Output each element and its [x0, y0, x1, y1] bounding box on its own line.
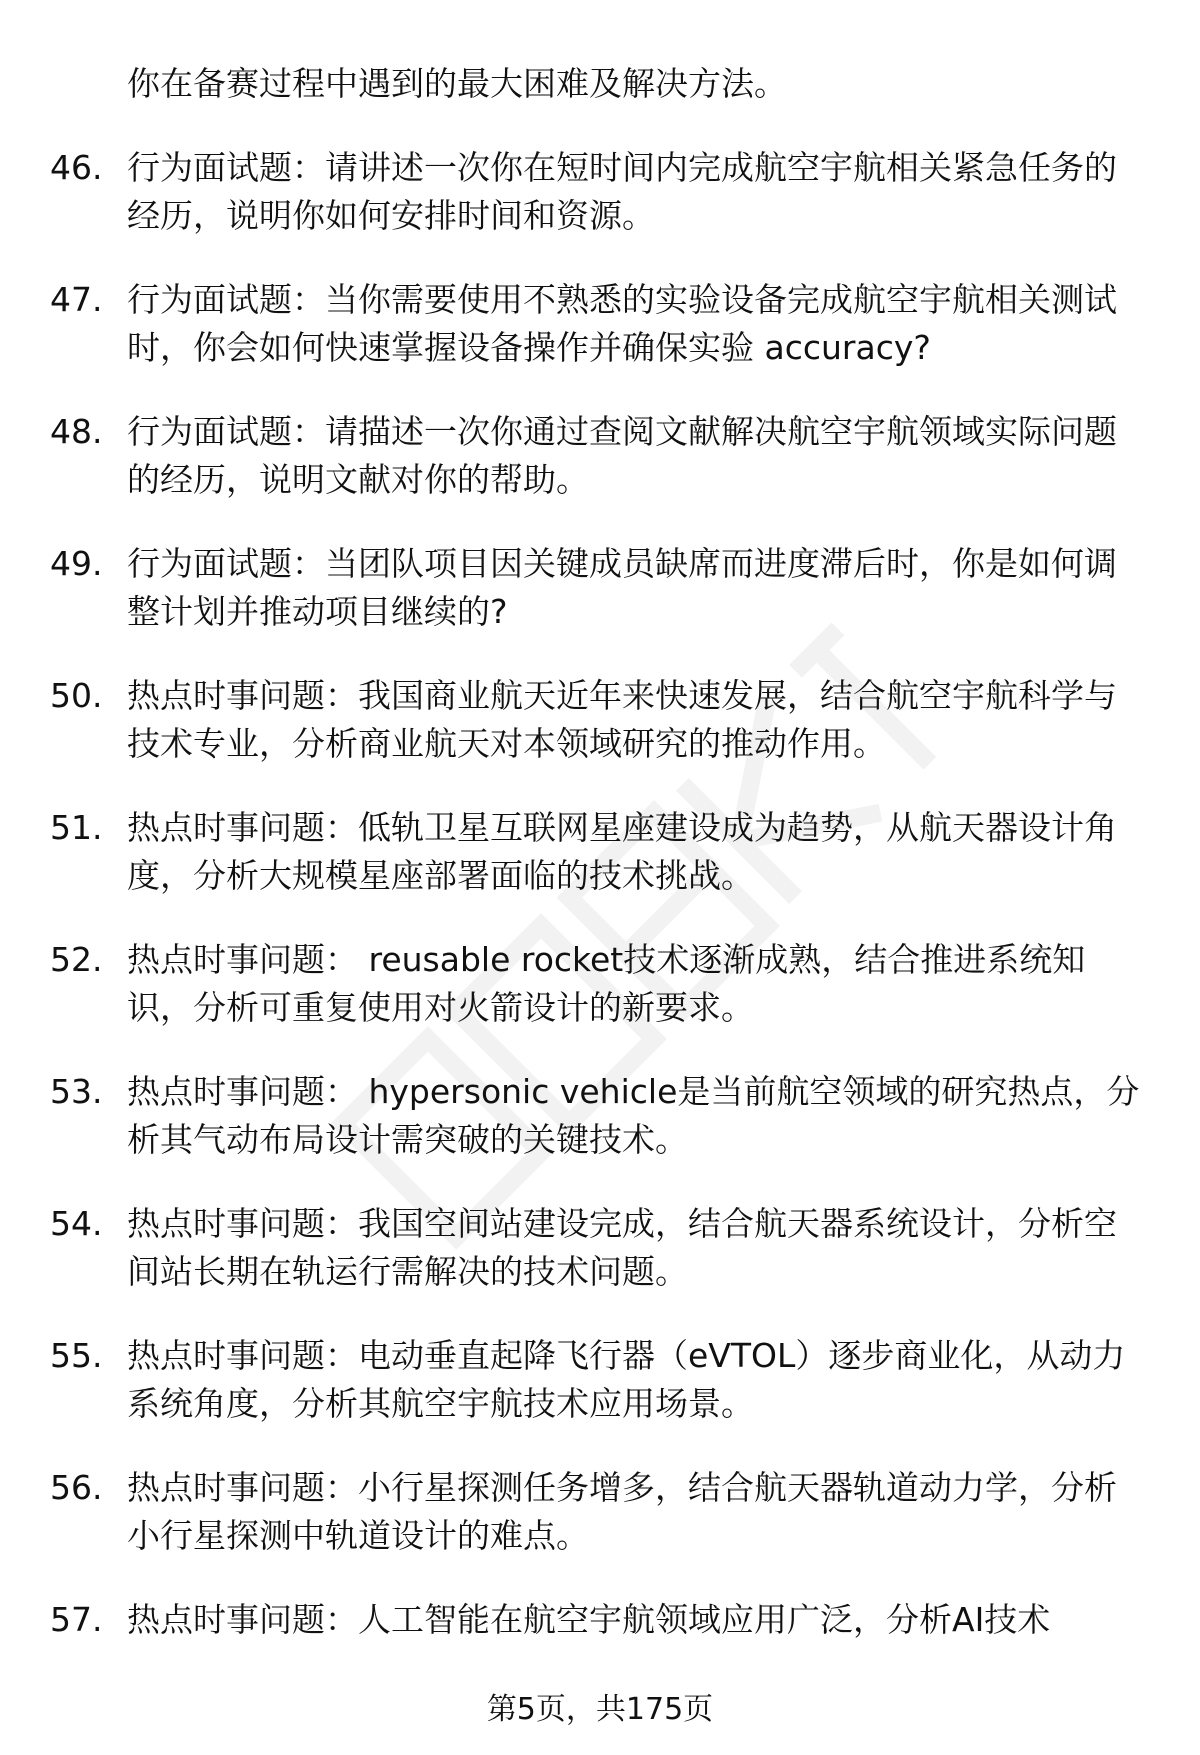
question-list	[0, 144, 1200, 1728]
question-item	[0, 1464, 1200, 1596]
question-item	[0, 276, 1200, 408]
question-text: 热点时事问题： reusable rocket技术逐渐成熟，结合推进系统知识，分析可重复使用对火箭设计的新要求。	[127, 940, 1086, 1027]
question-item	[0, 144, 1200, 276]
question-item	[0, 1068, 1200, 1200]
question-text: 热点时事问题： hypersonic vehicle是当前航空领域的研究热点，分析其气动布局设计需突破的关键技术。	[127, 1072, 1140, 1159]
question-item	[0, 1332, 1200, 1464]
question-number: 54.	[50, 1204, 103, 1243]
question-item	[0, 540, 1200, 672]
question-text: 热点时事问题：电动垂直起降飞行器（eVTOL）逐步商业化，从动力系统角度，分析其航空宇航技术应用场景。	[127, 1336, 1126, 1423]
page-footer: 第5页，共175页	[486, 1692, 714, 1727]
question-number: 56.	[50, 1468, 103, 1507]
question-number: 47.	[50, 280, 103, 319]
question-number: 53.	[50, 1072, 103, 1111]
question-item	[0, 1200, 1200, 1332]
question-text: 热点时事问题：人工智能在航空宇航领域应用广泛，分析AI技术	[127, 1600, 1051, 1639]
question-number: 49.	[50, 544, 103, 583]
question-text: 行为面试题：请描述一次你通过查阅文献解决航空宇航领域实际问题的经历，说明文献对你的帮助。	[127, 412, 1117, 499]
question-item	[0, 408, 1200, 540]
question-number: 57.	[50, 1600, 103, 1639]
continuation-text: 你在备赛过程中遇到的最大困难及解决方法。	[127, 64, 787, 103]
question-text: 行为面试题：当你需要使用不熟悉的实验设备完成航空宇航相关测试时，你会如何快速掌握设备操作并确保实验 accuracy?	[127, 280, 1117, 367]
question-item	[0, 936, 1200, 1068]
question-number: 55.	[50, 1336, 103, 1375]
question-text: 热点时事问题：小行星探测任务增多，结合航天器轨道动力学，分析小行星探测中轨道设计的难点。	[127, 1468, 1117, 1555]
question-text: 热点时事问题：我国空间站建设完成，结合航天器系统设计，分析空间站长期在轨运行需解决的技术问题。	[127, 1204, 1117, 1291]
question-text: 热点时事问题：低轨卫星互联网星座建设成为趋势，从航天器设计角度，分析大规模星座部署面临的技术挑战。	[127, 808, 1117, 895]
question-item	[0, 672, 1200, 804]
question-text: 行为面试题：当团队项目因关键成员缺席而进度滞后时，你是如何调整计划并推动项目继续的?	[127, 544, 1117, 631]
question-text: 热点时事问题：我国商业航天近年来快速发展，结合航空宇航科学与技术专业，分析商业航天对本领域研究的推动作用。	[127, 676, 1117, 763]
question-text: 行为面试题：请讲述一次你在短时间内完成航空宇航相关紧急任务的经历，说明你如何安排时间和资源。	[127, 148, 1117, 235]
question-number: 52.	[50, 940, 103, 979]
question-number: 50.	[50, 676, 103, 715]
question-number: 48.	[50, 412, 103, 451]
question-item	[0, 804, 1200, 936]
question-number: 51.	[50, 808, 103, 847]
question-number: 46.	[50, 148, 103, 187]
